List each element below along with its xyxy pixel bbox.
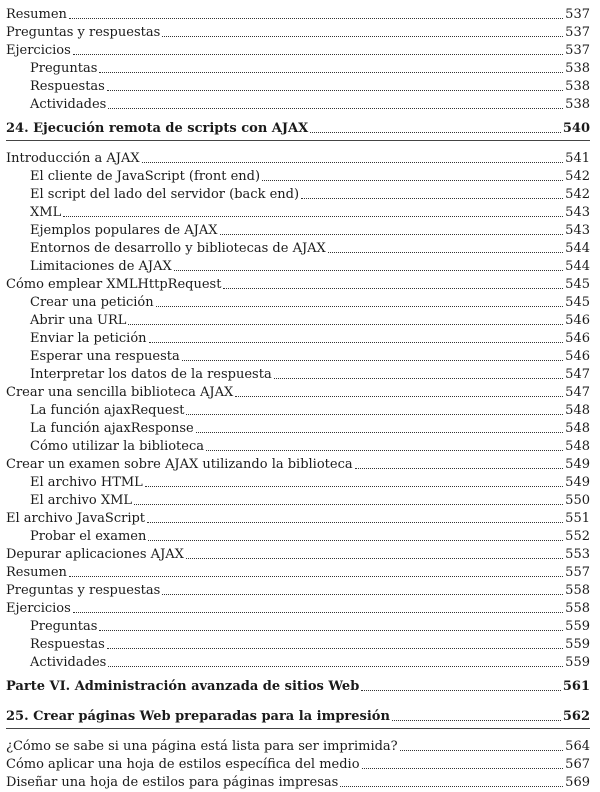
dot-leader <box>310 132 561 133</box>
dot-leader <box>262 180 563 181</box>
dot-leader <box>361 690 561 691</box>
toc-entry-title: Resumen <box>6 565 67 580</box>
dot-leader <box>156 306 564 307</box>
toc-entry-row <box>30 472 590 490</box>
dot-leader <box>63 216 563 217</box>
dot-leader <box>174 270 563 271</box>
dot-leader <box>73 612 563 613</box>
dot-leader <box>145 486 563 487</box>
toc-entry-title: Ejemplos populares de AJAX <box>30 223 218 238</box>
toc-page-number: 550 <box>565 493 590 508</box>
dot-leader <box>328 252 563 253</box>
dot-leader <box>162 594 563 595</box>
dot-leader <box>73 54 563 55</box>
dot-leader <box>196 432 563 433</box>
dot-leader <box>206 450 563 451</box>
toc-page-number: 543 <box>565 223 590 238</box>
toc-entry-title: Probar el examen <box>30 529 147 544</box>
toc-entry-title: Preguntas y respuestas <box>6 583 161 598</box>
toc-entry-row <box>30 256 590 274</box>
toc-heading-row <box>6 706 590 724</box>
toc-entry-title: Cómo emplear XMLHttpRequest <box>6 277 222 292</box>
toc-entry-row <box>6 580 590 598</box>
dot-leader <box>223 288 563 289</box>
dot-leader <box>69 18 563 19</box>
toc-page-number: 540 <box>562 121 590 136</box>
toc-entry-title: Limitaciones de AJAX <box>30 259 172 274</box>
toc-page-number: 551 <box>565 511 590 526</box>
toc-entry-row <box>6 4 590 22</box>
toc-entry-title: Crear una petición <box>30 295 154 310</box>
toc-page-number: 559 <box>565 637 590 652</box>
toc-entry-title: El archivo JavaScript <box>6 511 146 526</box>
dot-leader <box>142 162 564 163</box>
toc-entry-title: Entornos de desarrollo y bibliotecas de AJAX <box>30 241 326 256</box>
dot-leader <box>340 786 563 787</box>
toc-page-number: 537 <box>565 43 590 58</box>
dot-leader <box>220 234 564 235</box>
dot-leader <box>108 108 563 109</box>
dot-leader <box>148 540 563 541</box>
toc-page-number: 546 <box>565 313 590 328</box>
toc-entry-title: La función ajaxRequest <box>30 403 185 418</box>
toc-entry-title: Introducción a AJAX <box>6 151 140 166</box>
toc-page-number: 547 <box>565 367 590 382</box>
toc-entry-title: Depurar aplicaciones AJAX <box>6 547 184 562</box>
toc-entry-row <box>6 148 590 166</box>
toc-entry-row <box>6 754 590 772</box>
dot-leader <box>108 666 563 667</box>
toc-entry-row <box>6 736 590 754</box>
toc-page-number: 544 <box>565 241 590 256</box>
toc-entry-row <box>30 526 590 544</box>
toc-entry-row <box>30 58 590 76</box>
toc-entry-title: XML <box>30 205 62 220</box>
dot-leader <box>128 324 563 325</box>
dot-leader <box>134 504 563 505</box>
toc-page-number: 538 <box>565 61 590 76</box>
toc-entry-row <box>30 490 590 508</box>
toc-page-number: 553 <box>565 547 590 562</box>
toc-entry-title: Preguntas <box>30 61 98 76</box>
toc-page-number: 549 <box>565 475 590 490</box>
dot-leader <box>392 720 561 721</box>
toc-entry-row <box>30 310 590 328</box>
toc-entry-row <box>30 238 590 256</box>
toc-entry-title: El cliente de JavaScript (front end) <box>30 169 261 184</box>
toc-entry-title: Respuestas <box>30 79 105 94</box>
toc-entry-row <box>6 40 590 58</box>
toc-entry-title: Ejercicios <box>6 601 71 616</box>
toc-heading-row <box>6 118 590 136</box>
toc-entry-title: Parte VI. Administración avanzada de sitios Web <box>6 679 360 694</box>
dot-leader <box>107 90 563 91</box>
toc-page-number: 549 <box>565 457 590 472</box>
toc-entry-title: ¿Cómo se sabe si una página está lista para ser imprimida? <box>6 739 398 754</box>
toc-page-number: 547 <box>565 385 590 400</box>
toc-entry-row <box>30 616 590 634</box>
toc-entry-row <box>30 328 590 346</box>
dot-leader <box>355 468 564 469</box>
dot-leader <box>69 576 563 577</box>
dot-leader <box>186 558 563 559</box>
toc-page-number: 558 <box>565 601 590 616</box>
toc-page-number: 537 <box>565 7 590 22</box>
toc-entry-row <box>6 22 590 40</box>
dot-leader <box>99 630 563 631</box>
dot-leader <box>235 396 563 397</box>
toc-entry-title: Cómo utilizar la biblioteca <box>30 439 205 454</box>
toc-entry-row <box>30 418 590 436</box>
toc-page-number: 544 <box>565 259 590 274</box>
toc-entry-title: Crear una sencilla biblioteca AJAX <box>6 385 234 400</box>
toc-entry-title: El script del lado del servidor (back end) <box>30 187 300 202</box>
dot-leader <box>362 768 564 769</box>
toc-entry-title: Crear un examen sobre AJAX utilizando la biblioteca <box>6 457 353 472</box>
toc-entry-title: 25. Crear páginas Web preparadas para la impresión <box>6 709 390 724</box>
toc-page-number: 548 <box>565 403 590 418</box>
chapter-rule <box>6 728 590 729</box>
toc-entry-row <box>30 202 590 220</box>
dot-leader <box>186 414 563 415</box>
toc-entry-row <box>30 94 590 112</box>
toc-entry-title: Interpretar los datos de la respuesta <box>30 367 272 382</box>
toc-page-number: 541 <box>565 151 590 166</box>
dot-leader <box>147 522 563 523</box>
toc-entry-title: Diseñar una hoja de estilos para páginas impresas <box>6 775 339 790</box>
toc-entry-row <box>6 508 590 526</box>
toc-entry-row <box>30 346 590 364</box>
toc-entry-row <box>6 544 590 562</box>
dot-leader <box>301 198 563 199</box>
toc-page-number: 542 <box>565 169 590 184</box>
toc-page-number: 542 <box>565 187 590 202</box>
toc-entry-title: Actividades <box>30 97 107 112</box>
toc-page-number: 559 <box>565 619 590 634</box>
dot-leader <box>99 72 563 73</box>
toc-entry-row <box>30 184 590 202</box>
toc-page-number: 537 <box>565 25 590 40</box>
chapter-rule <box>6 140 590 141</box>
toc-entry-title: La función ajaxResponse <box>30 421 194 436</box>
toc-entry-row <box>30 652 590 670</box>
toc-heading-row <box>6 676 590 694</box>
toc-entry-title: Enviar la petición <box>30 331 147 346</box>
toc-entry-title: Respuestas <box>30 637 105 652</box>
toc-entry-title: El archivo XML <box>30 493 133 508</box>
toc-page-number: 558 <box>565 583 590 598</box>
toc-entry-row <box>30 364 590 382</box>
toc-page-number: 548 <box>565 421 590 436</box>
toc-entry-title: El archivo HTML <box>30 475 143 490</box>
dot-leader <box>107 648 563 649</box>
toc-entry-row <box>30 166 590 184</box>
toc-entry-title: Preguntas y respuestas <box>6 25 161 40</box>
toc-entry-row <box>30 76 590 94</box>
toc-page-number: 567 <box>565 757 590 772</box>
toc-entry-row <box>30 436 590 454</box>
toc-page-number: 564 <box>565 739 590 754</box>
toc-entry-title: 24. Ejecución remota de scripts con AJAX <box>6 121 309 136</box>
toc-entry-title: Ejercicios <box>6 43 71 58</box>
toc-page-number: 562 <box>562 709 590 724</box>
toc-entry-title: Resumen <box>6 7 67 22</box>
toc-entry-title: Actividades <box>30 655 107 670</box>
toc-page-number: 543 <box>565 205 590 220</box>
toc-page-number: 546 <box>565 331 590 346</box>
toc-entry-title: Abrir una URL <box>30 313 127 328</box>
dot-leader <box>400 750 564 751</box>
dot-leader <box>274 378 563 379</box>
dot-leader <box>162 36 563 37</box>
toc-entry-row <box>6 772 590 790</box>
toc-entry-row <box>6 562 590 580</box>
toc-page-number: 552 <box>565 529 590 544</box>
toc-page-number: 569 <box>565 775 590 790</box>
toc-entry-title: Preguntas <box>30 619 98 634</box>
toc-entry-title: Esperar una respuesta <box>30 349 180 364</box>
toc-entry-row <box>6 598 590 616</box>
toc-page-number: 538 <box>565 97 590 112</box>
toc-entry-row <box>6 454 590 472</box>
toc-entry-row <box>6 382 590 400</box>
dot-leader <box>149 342 564 343</box>
toc-page-number: 538 <box>565 79 590 94</box>
toc-entry-row <box>30 400 590 418</box>
toc-page-number: 561 <box>562 679 590 694</box>
toc-page-number: 557 <box>565 565 590 580</box>
toc-entry-row <box>30 292 590 310</box>
toc-page-number: 545 <box>565 295 590 310</box>
dot-leader <box>182 360 563 361</box>
toc-page-number: 546 <box>565 349 590 364</box>
toc-entry-row <box>30 220 590 238</box>
toc-entry-row <box>30 634 590 652</box>
toc-page-number: 559 <box>565 655 590 670</box>
toc-page-number: 545 <box>565 277 590 292</box>
toc-page-number: 548 <box>565 439 590 454</box>
toc-entry-title: Cómo aplicar una hoja de estilos específica del medio <box>6 757 360 772</box>
toc-entry-row <box>6 274 590 292</box>
